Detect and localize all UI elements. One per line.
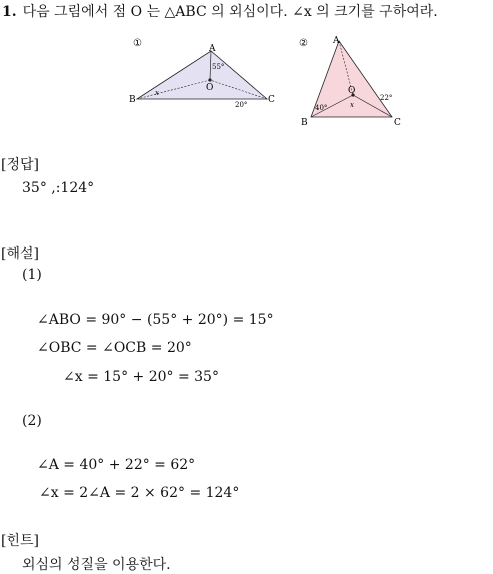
label-c-2: C: [394, 118, 401, 128]
question: [2, 1, 438, 21]
solution-part1-label: (1): [22, 267, 42, 283]
label-a-1: A: [209, 44, 216, 54]
angle-x-2: x: [350, 101, 354, 109]
label-b-2: B: [301, 118, 308, 128]
angle-20-1: 20°: [235, 101, 248, 109]
label-o-2: O: [348, 86, 356, 96]
label-o-1: O: [206, 83, 214, 93]
hint-heading: [힌트]: [1, 533, 39, 549]
figure-2-tag: ②: [299, 38, 308, 49]
angle-22-2: 22°: [380, 94, 393, 102]
label-c-1: C: [268, 95, 275, 105]
point-o-1: [208, 78, 211, 81]
figure-1-tag: ①: [133, 38, 142, 49]
solution-part2-line: ∠A = 40° + 22° = 62°: [37, 457, 196, 473]
hint-text: 외심의 성질을 이용한다.: [22, 557, 171, 573]
question-number: 1.: [2, 4, 17, 20]
solution-part2-label: (2): [22, 413, 42, 429]
solution-part1-line: ∠ABO = 90° − (55° + 20°) = 15°: [37, 312, 274, 328]
label-a-2: A: [333, 36, 340, 46]
solution-part2-line: ∠x = 2∠A = 2 × 62° = 124°: [39, 485, 240, 501]
question-text: 다음 그림에서 점 O 는 △ABC 의 외심이다. ∠x 의 크기를 구하여라.: [22, 4, 438, 20]
solution-part1-line: ∠x = 15° + 20° = 35°: [63, 369, 219, 385]
figure-1: [125, 33, 285, 113]
angle-55-1: 55°: [212, 63, 225, 71]
angle-40-2: 40°: [315, 104, 328, 112]
answer-text: 35° ,:124°: [22, 180, 95, 196]
solution-heading: [해설]: [1, 246, 39, 262]
label-b-1: B: [129, 95, 136, 105]
answer-heading: [정답]: [1, 157, 39, 173]
angle-x-1: x: [155, 89, 159, 97]
figure-2: [295, 33, 410, 128]
solution-part1-line: ∠OBC = ∠OCB = 20°: [37, 340, 192, 356]
